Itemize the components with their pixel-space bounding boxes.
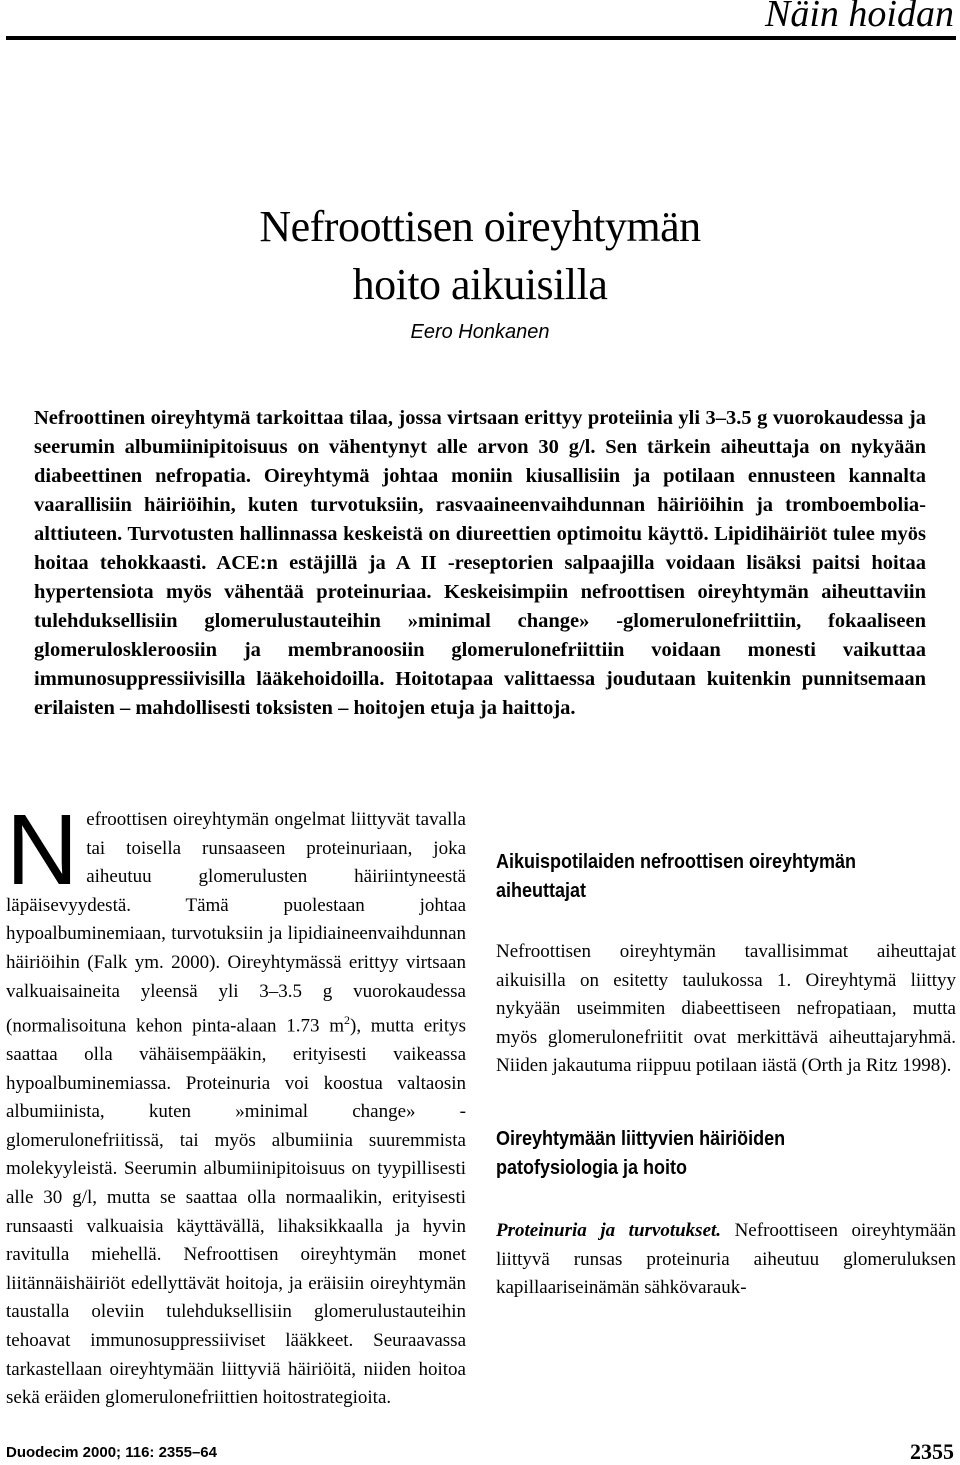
header-rule	[6, 36, 956, 40]
abstract: Nefroottinen oireyhtymä tarkoittaa tilaa, jossa virtsaan erittyy proteiinia yli 3–3.5 g vuorokaudessa ja seerumin albumiinipitoisuus on vähentynyt alle arvon 30 g/l. Sen tärkein aiheuttaja on nykyään diabeettinen nefropatia. Oireyhtymä johtaa moniin kiusallisiin ja potilaan ennusteen kannalta vaarallisiin häiriöihin, kuten turvotuksiin, rasvaaineenvaihdunnan häiriöihin ja tromboembolia-alttiuteen. Turvotusten hallinnassa keskeistä on diureettien optimoitu käyttö. Lipidihäiriöt tulee myös hoitaa tehokkaasti. ACE:n estäjillä ja A II -reseptorien salpaajilla voidaan lisäksi paitsi hoitaa hypertensiota myös vähentää proteinuriaa. Keskeisimpiin nefroottisen oireyhtymän aiheuttaviin tulehduksellisiin glomerulustauteihin »minimal change» -glomerulonefriittiin, fokaaliseen glomeruloskleroosiin ja membranoosiin glomerulonefriittiin voidaan monesti vaikuttaa immunosuppressiivisilla lääkehoidoilla. Hoitotapaa valittaessa joudutaan kuitenkin punnitsemaan erilaisten – mahdollisesti toksisten – hoitojen etuja ja haittoja.	[34, 407, 926, 719]
body-column-left	[6, 794, 466, 1413]
paragraph-causes: Nefroottisen oireyhtymän tavallisimmat aiheuttajat aikuisilla on esitetty taulukossa 1. Oireyhtymä liittyy nykyään useimmiten diabeettiseen nefropatiaan, mutta myös glomerulonefriitit ovat merkittävä aiheuttajaryhmä. Niiden jakautuma riippuu potilaan iästä (Orth ja Ritz 1998).	[496, 941, 956, 1077]
body-column-right	[496, 806, 956, 1303]
title-line-1: Nefroottisen oireyhtymän	[259, 202, 701, 251]
intro-text-part1: efroottisen oireyhtymän ongelmat liittyvät tavalla tai toisella runsaaseen proteinuriaan, joka aiheutuu glomerulusten häiriintyneestä läpäisevyydestä. Tämä puolestaan johtaa hypoalbuminemiaan, turvotuksiin ja lipidiaineenvaihdunnan häiriöihin (Falk ym. 2000). Oireyhtymässä erittyy virtsaan valkuaisaineita yleensä yli 3–3.5 g vuorokaudessa (normalisoituna kehon pinta-alaan 1.73 m	[6, 809, 466, 1037]
author-name: Eero Honkanen	[410, 321, 550, 343]
intro-paragraph	[6, 794, 466, 1413]
drop-cap: N	[6, 794, 79, 906]
run-in-heading: Proteinuria ja turvotukset.	[496, 1219, 722, 1241]
paragraph-proteinuria	[496, 1217, 956, 1303]
superscript: 2	[344, 1013, 351, 1028]
section-heading-causes: Aikuispotilaiden nefroottisen oireyhtymän aiheuttajat	[496, 851, 857, 902]
page-number: 2355	[910, 1439, 954, 1464]
section-heading-pathophysiology: Oireyhtymään liittyvien häiriöiden patofysiologia ja hoito	[496, 1127, 786, 1179]
intro-text-part2: ), mutta eritys saattaa olla vähäisempääkin, erityisesti vaikeassa hypoalbuminemiassa. Proteinuria voi koostua valtaosin albumiinista, kuten »minimal change» -glomerulonefriitissä, tai myös albumiinia suuremmista molekyyleistä. Seerumin albumiinipitoisuus on tyypillisesti alle 30 g/l, mutta se saattaa olla normaalikin, erityisesti runsaasti valkuaisia käyttävällä, lihaksikkaalla ja hyvin ravitulla miehellä. Nefroottisen oireyhtymän monet liitännäishäiriöt edellyttävät hoitoja, ja eräisiin oireyhtymän taustalla oleviin tulehduksellisiin glomerulustauteihin tehoavat immunosuppressiiviset lääkkeet. Seuraavassa tarkastellaan oireyhtymään liittyviä häiriöitä, niiden hoitoa sekä eräiden glomerulonefriittien hoitostrategioita.	[6, 1015, 466, 1409]
section-label: Näin hoidan	[765, 0, 954, 35]
title-line-2: hoito aikuisilla	[352, 260, 608, 309]
journal-citation: Duodecim 2000; 116: 2355–64	[6, 1444, 217, 1461]
paragraph-proteinuria-text: Nefroottiseen oireyhtymään liittyvä runsas proteinuria aiheutuu glomeruluksen kapillaariseinämän sähkövarauk-	[496, 1219, 957, 1299]
article-title	[0, 198, 960, 314]
